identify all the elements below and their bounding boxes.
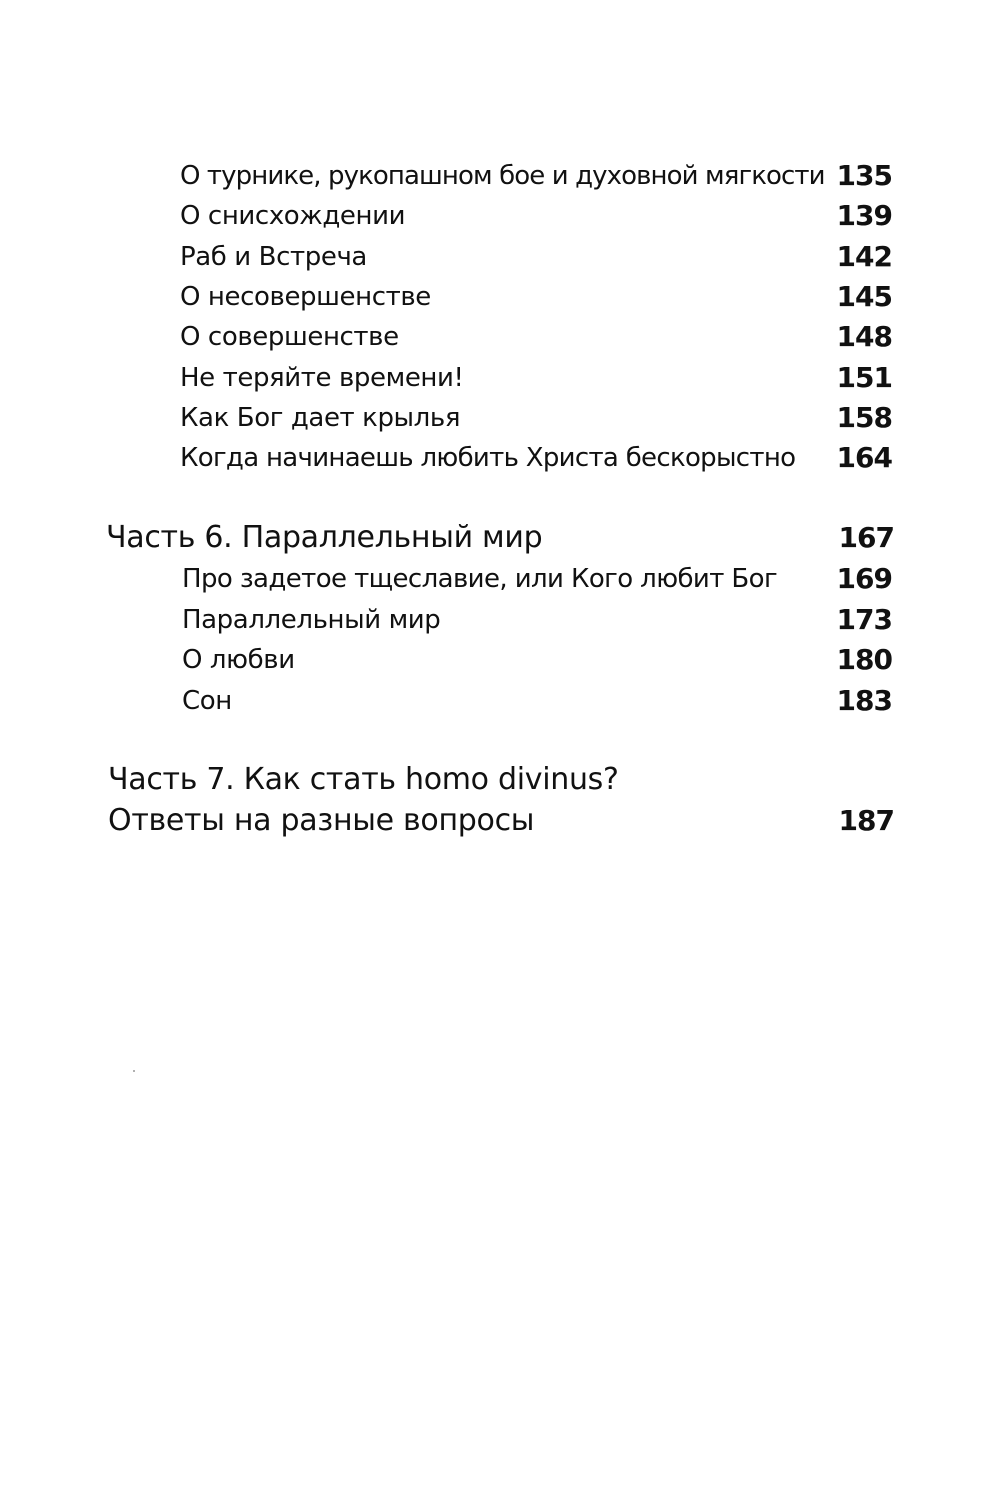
toc-entry-page: 139 [836,199,892,232]
toc-entry[interactable] [182,681,892,721]
toc-entry-title: Сон [182,686,232,716]
toc-entry-page: 145 [836,280,892,313]
toc-entry[interactable] [180,156,892,196]
part-6-page: 167 [838,521,894,554]
toc-entry-title: Когда начинаешь любить Христа бескорыстно [180,443,796,473]
toc-entry-page: 148 [836,320,892,353]
toc-entry[interactable] [180,358,892,398]
toc-entry-page: 169 [836,562,892,595]
toc-entry[interactable] [180,398,892,438]
toc-entry-page: 183 [836,684,892,717]
toc-part-7-line-2[interactable] [108,801,894,841]
toc-entry-title: О несовершенстве [180,282,431,312]
toc-entry-page: 180 [836,643,892,676]
part-7-page: 187 [838,804,894,837]
toc-entry-page: 164 [836,441,892,474]
toc-entry-title: Как Бог дает крылья [180,403,461,433]
toc-part-7-line-1[interactable] [108,760,894,800]
toc-entry[interactable] [182,600,892,640]
toc-entry-page: 173 [836,603,892,636]
toc-entry[interactable] [180,196,892,236]
toc-part-6[interactable] [106,518,894,558]
part-6-title: Часть 6. Параллельный мир [106,520,543,555]
part-7-title: Часть 7. Как стать homo divinus? [108,762,619,797]
toc-entry[interactable] [182,559,892,599]
toc-entry-title: О любви [182,645,295,675]
toc-entry-title: О снисхождении [180,201,406,231]
toc-entry-page: 135 [836,159,892,192]
toc-entry-title: Не теряйте времени! [180,363,464,393]
part-7-subtitle: Ответы на разные вопросы [108,803,535,838]
toc-entry[interactable] [180,237,892,277]
toc-entry-page: 151 [836,361,892,394]
toc-entry-title: О совершенстве [180,322,399,352]
toc-entry[interactable] [182,640,892,680]
toc-entry-title: Про задетое тщеславие, или Кого любит Бог [182,564,778,594]
toc-entry[interactable] [180,317,892,357]
toc-entry[interactable] [180,277,892,317]
speck [133,1070,135,1072]
toc-entry-title: Раб и Встреча [180,242,367,272]
toc-entry[interactable] [180,438,892,478]
toc-entry-page: 142 [836,240,892,273]
toc-entry-title: Параллельный мир [182,605,441,635]
toc-entry-page: 158 [836,401,892,434]
toc-entry-title: О турнике, рукопашном бое и духовной мягкости [180,161,825,191]
